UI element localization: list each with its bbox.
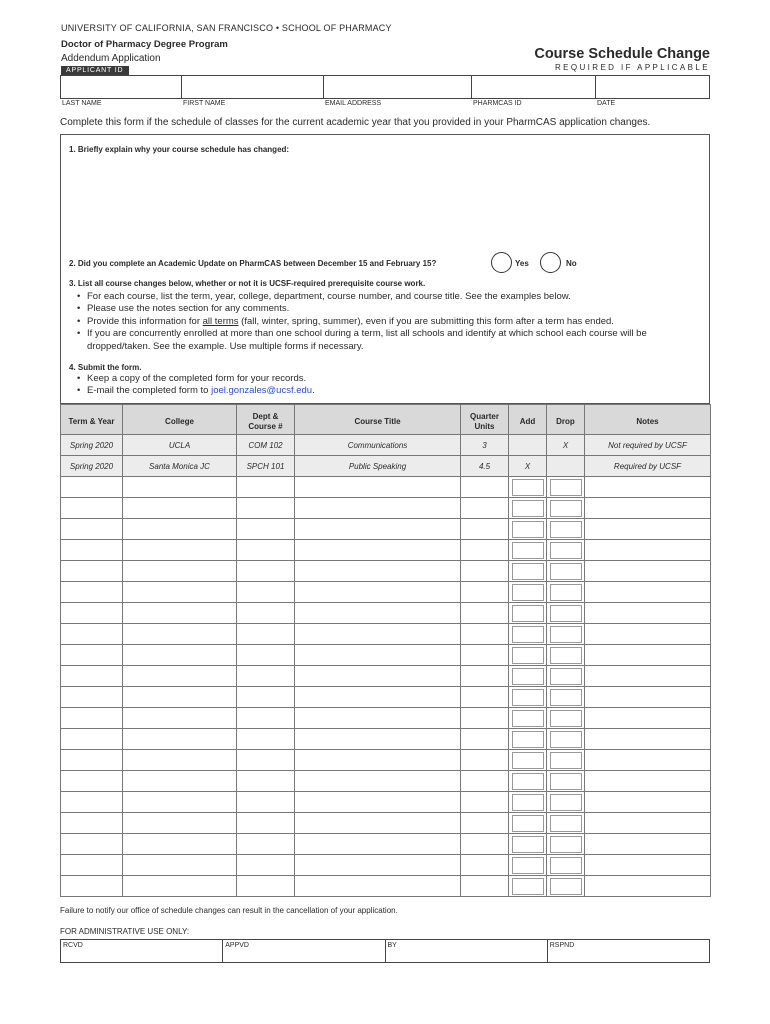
entry-drop[interactable]	[547, 666, 585, 687]
add-checkbox[interactable]	[512, 521, 544, 538]
drop-checkbox[interactable]	[550, 479, 582, 496]
drop-checkbox[interactable]	[550, 563, 582, 580]
entry-drop[interactable]	[547, 582, 585, 603]
entry-notes[interactable]	[585, 645, 711, 666]
explanation-area[interactable]	[66, 158, 704, 254]
entry-add[interactable]	[509, 729, 547, 750]
cell-notes: Required by UCSF	[585, 456, 711, 477]
entry-title[interactable]	[295, 540, 461, 561]
entry-course[interactable]	[237, 498, 295, 519]
entry-course[interactable]	[237, 687, 295, 708]
entry-drop[interactable]	[547, 834, 585, 855]
entry-notes[interactable]	[585, 603, 711, 624]
entry-drop[interactable]	[547, 477, 585, 498]
entry-units[interactable]	[461, 666, 509, 687]
entry-college[interactable]	[123, 750, 237, 771]
entry-notes[interactable]	[585, 834, 711, 855]
entry-row	[61, 477, 711, 498]
entry-notes[interactable]	[585, 477, 711, 498]
cell-title: Public Speaking	[295, 456, 461, 477]
entry-drop[interactable]	[547, 498, 585, 519]
bullet-item: • Keep a copy of the completed form for your records.	[77, 373, 702, 385]
entry-title[interactable]	[295, 582, 461, 603]
cell-units: 4.5	[461, 456, 509, 477]
entry-term[interactable]	[61, 498, 123, 519]
cell-title: Communications	[295, 435, 461, 456]
table-header-row	[61, 405, 711, 435]
entry-title[interactable]	[295, 771, 461, 792]
entry-units[interactable]	[461, 834, 509, 855]
drop-checkbox[interactable]	[550, 815, 582, 832]
entry-row	[61, 666, 711, 687]
entry-title[interactable]	[295, 876, 461, 897]
entry-term[interactable]	[61, 792, 123, 813]
bullet-item: • If you are concurrently enrolled at more than one school during a term, list all schools and identify at which school each course will be dropped/taken. See the example. Use multiple forms if necessary.	[77, 328, 702, 353]
entry-term[interactable]	[61, 645, 123, 666]
entry-drop[interactable]	[547, 729, 585, 750]
entry-notes[interactable]	[585, 540, 711, 561]
entry-drop[interactable]	[547, 687, 585, 708]
entry-drop[interactable]	[547, 624, 585, 645]
admin-rcvd-field[interactable]: RCVD	[61, 940, 223, 962]
entry-college[interactable]	[123, 477, 237, 498]
entry-term[interactable]	[61, 561, 123, 582]
entry-units[interactable]	[461, 477, 509, 498]
entry-notes[interactable]	[585, 708, 711, 729]
entry-row	[61, 540, 711, 561]
entry-term[interactable]	[61, 708, 123, 729]
entry-title[interactable]	[295, 561, 461, 582]
entry-course[interactable]	[237, 750, 295, 771]
entry-add[interactable]	[509, 876, 547, 897]
entry-notes[interactable]	[585, 687, 711, 708]
cell-term: Spring 2020	[61, 435, 123, 456]
admin-box	[60, 939, 710, 963]
add-checkbox[interactable]	[512, 689, 544, 706]
entry-college[interactable]	[123, 603, 237, 624]
drop-checkbox[interactable]	[550, 668, 582, 685]
add-checkbox[interactable]	[512, 605, 544, 622]
drop-checkbox[interactable]	[550, 584, 582, 601]
entry-term[interactable]	[61, 540, 123, 561]
first-name-label: FIRST NAME	[183, 100, 226, 107]
entry-term[interactable]	[61, 834, 123, 855]
no-radio[interactable]	[540, 252, 561, 273]
last-name-field[interactable]	[61, 76, 182, 98]
entry-drop[interactable]	[547, 792, 585, 813]
add-checkbox[interactable]	[512, 773, 544, 790]
entry-row	[61, 603, 711, 624]
yes-radio[interactable]	[491, 252, 512, 273]
date-field[interactable]	[596, 76, 709, 98]
entry-college[interactable]	[123, 540, 237, 561]
entry-college[interactable]	[123, 624, 237, 645]
entry-term[interactable]	[61, 750, 123, 771]
entry-course[interactable]	[237, 519, 295, 540]
entry-add[interactable]	[509, 624, 547, 645]
drop-checkbox[interactable]	[550, 689, 582, 706]
add-checkbox[interactable]	[512, 626, 544, 643]
add-checkbox[interactable]	[512, 542, 544, 559]
add-checkbox[interactable]	[512, 479, 544, 496]
entry-add[interactable]	[509, 834, 547, 855]
entry-add[interactable]	[509, 582, 547, 603]
entry-drop[interactable]	[547, 561, 585, 582]
drop-checkbox[interactable]	[550, 731, 582, 748]
entry-college[interactable]	[123, 855, 237, 876]
entry-units[interactable]	[461, 645, 509, 666]
course-table	[60, 404, 711, 897]
add-checkbox[interactable]	[512, 752, 544, 769]
entry-notes[interactable]	[585, 876, 711, 897]
entry-add[interactable]	[509, 561, 547, 582]
entry-drop[interactable]	[547, 750, 585, 771]
cell-units: 3	[461, 435, 509, 456]
drop-checkbox[interactable]	[550, 542, 582, 559]
add-checkbox[interactable]	[512, 710, 544, 727]
header-term: Term & Year	[61, 405, 123, 435]
entry-add[interactable]	[509, 666, 547, 687]
entry-course[interactable]	[237, 771, 295, 792]
entry-units[interactable]	[461, 603, 509, 624]
entry-row	[61, 561, 711, 582]
cell-college: Santa Monica JC	[123, 456, 237, 477]
entry-row	[61, 582, 711, 603]
entry-course[interactable]	[237, 603, 295, 624]
entry-drop[interactable]	[547, 855, 585, 876]
entry-units[interactable]	[461, 750, 509, 771]
entry-units[interactable]	[461, 729, 509, 750]
header-college: College	[123, 405, 237, 435]
instruction-text: Complete this form if the schedule of classes for the current academic year that you provided in your PharmCAS application changes.	[60, 117, 651, 128]
entry-notes[interactable]	[585, 792, 711, 813]
entry-add[interactable]	[509, 540, 547, 561]
entry-title[interactable]	[295, 729, 461, 750]
sample-row	[61, 456, 711, 477]
entry-row	[61, 708, 711, 729]
entry-notes[interactable]	[585, 729, 711, 750]
entry-college[interactable]	[123, 708, 237, 729]
entry-row	[61, 855, 711, 876]
yes-label: Yes	[515, 259, 529, 268]
entry-term[interactable]	[61, 876, 123, 897]
question-1: 1. Briefly explain why your course schedule has changed:	[69, 145, 290, 154]
drop-checkbox[interactable]	[550, 710, 582, 727]
entry-row	[61, 813, 711, 834]
add-checkbox[interactable]	[512, 878, 544, 895]
cell-add: X	[509, 456, 547, 477]
cell-drop	[547, 456, 585, 477]
entry-title[interactable]	[295, 750, 461, 771]
admin-label: FOR ADMINISTRATIVE USE ONLY:	[60, 927, 190, 936]
bullet-item: • Provide this information for all terms (fall, winter, spring, summer), even if you are submitting this form after a term has ended.	[77, 316, 702, 328]
question-4: 4. Submit the form.	[69, 363, 142, 372]
header-units: Quarter Units	[461, 405, 509, 435]
entry-term[interactable]	[61, 582, 123, 603]
entry-units[interactable]	[461, 582, 509, 603]
entry-notes[interactable]	[585, 666, 711, 687]
entry-add[interactable]	[509, 603, 547, 624]
entry-add[interactable]	[509, 477, 547, 498]
required-note: REQUIRED IF APPLICABLE	[554, 63, 710, 72]
entry-notes[interactable]	[585, 771, 711, 792]
entry-notes[interactable]	[585, 855, 711, 876]
drop-checkbox[interactable]	[550, 752, 582, 769]
entry-course[interactable]	[237, 666, 295, 687]
drop-checkbox[interactable]	[550, 605, 582, 622]
entry-notes[interactable]	[585, 519, 711, 540]
entry-term[interactable]	[61, 519, 123, 540]
add-checkbox[interactable]	[512, 731, 544, 748]
drop-checkbox[interactable]	[550, 857, 582, 874]
entry-title[interactable]	[295, 792, 461, 813]
entry-add[interactable]	[509, 792, 547, 813]
entry-title[interactable]	[295, 477, 461, 498]
drop-checkbox[interactable]	[550, 773, 582, 790]
entry-notes[interactable]	[585, 498, 711, 519]
entry-row	[61, 624, 711, 645]
entry-course[interactable]	[237, 561, 295, 582]
entry-units[interactable]	[461, 624, 509, 645]
question-3: 3. List all course changes below, whether or not it is UCSF-required prerequisite course work.	[69, 279, 426, 288]
email-label: EMAIL ADDRESS	[325, 100, 382, 107]
entry-title[interactable]	[295, 855, 461, 876]
entry-course[interactable]	[237, 855, 295, 876]
drop-checkbox[interactable]	[550, 878, 582, 895]
entry-course[interactable]	[237, 582, 295, 603]
entry-add[interactable]	[509, 645, 547, 666]
form-title: Course Schedule Change	[534, 46, 710, 62]
add-checkbox[interactable]	[512, 668, 544, 685]
entry-drop[interactable]	[547, 603, 585, 624]
cell-course: SPCH 101	[237, 456, 295, 477]
entry-title[interactable]	[295, 498, 461, 519]
entry-college[interactable]	[123, 876, 237, 897]
add-checkbox[interactable]	[512, 857, 544, 874]
no-label: No	[566, 259, 577, 268]
entry-course[interactable]	[237, 477, 295, 498]
drop-checkbox[interactable]	[550, 521, 582, 538]
entry-college[interactable]	[123, 792, 237, 813]
entry-course[interactable]	[237, 834, 295, 855]
entry-college[interactable]	[123, 561, 237, 582]
entry-units[interactable]	[461, 813, 509, 834]
entry-title[interactable]	[295, 519, 461, 540]
entry-row	[61, 876, 711, 897]
pharmcas-id-field[interactable]	[472, 76, 596, 98]
admin-appvd-field[interactable]: APPVD	[223, 940, 385, 962]
entry-units[interactable]	[461, 771, 509, 792]
entry-row	[61, 687, 711, 708]
cell-add	[509, 435, 547, 456]
entry-notes[interactable]	[585, 561, 711, 582]
entry-college[interactable]	[123, 834, 237, 855]
entry-row	[61, 645, 711, 666]
bullet-item: • For each course, list the term, year, college, department, course number, and course title. See the examples below.	[77, 291, 702, 303]
entry-term[interactable]	[61, 666, 123, 687]
entry-drop[interactable]	[547, 519, 585, 540]
email-link[interactable]: joel.gonzales@ucsf.edu	[211, 385, 313, 397]
header-title: Course Title	[295, 405, 461, 435]
add-checkbox[interactable]	[512, 794, 544, 811]
drop-checkbox[interactable]	[550, 500, 582, 517]
entry-units[interactable]	[461, 708, 509, 729]
entry-add[interactable]	[509, 498, 547, 519]
entry-course[interactable]	[237, 708, 295, 729]
entry-row	[61, 519, 711, 540]
cell-drop: X	[547, 435, 585, 456]
question-2: 2. Did you complete an Academic Update on PharmCAS between December 15 and February 15?	[69, 259, 437, 268]
entry-term[interactable]	[61, 603, 123, 624]
entry-notes[interactable]	[585, 813, 711, 834]
add-checkbox[interactable]	[512, 563, 544, 580]
entry-drop[interactable]	[547, 813, 585, 834]
applicant-id-label: APPLICANT ID	[61, 66, 129, 75]
program-name: Doctor of Pharmacy Degree Program	[61, 39, 228, 50]
entry-units[interactable]	[461, 855, 509, 876]
drop-checkbox[interactable]	[550, 647, 582, 664]
entry-course[interactable]	[237, 729, 295, 750]
entry-course[interactable]	[237, 792, 295, 813]
entry-course[interactable]	[237, 540, 295, 561]
entry-term[interactable]	[61, 729, 123, 750]
applicant-id-box	[60, 75, 710, 99]
bullet-item: • Please use the notes section for any comments.	[77, 303, 702, 315]
entry-notes[interactable]	[585, 582, 711, 603]
entry-units[interactable]	[461, 498, 509, 519]
entry-college[interactable]	[123, 771, 237, 792]
warning-text: Failure to notify our office of schedule changes can result in the cancellation of your application.	[60, 906, 398, 915]
entry-term[interactable]	[61, 771, 123, 792]
header-notes: Notes	[585, 405, 711, 435]
entry-row	[61, 750, 711, 771]
entry-row	[61, 771, 711, 792]
entry-row	[61, 498, 711, 519]
entry-add[interactable]	[509, 708, 547, 729]
cell-college: UCLA	[123, 435, 237, 456]
bullet-item: • E-mail the completed form to joel.gonzales@ucsf.edu.	[77, 385, 702, 397]
entry-add[interactable]	[509, 750, 547, 771]
entry-term[interactable]	[61, 624, 123, 645]
entry-units[interactable]	[461, 519, 509, 540]
entry-row	[61, 834, 711, 855]
entry-units[interactable]	[461, 876, 509, 897]
entry-term[interactable]	[61, 855, 123, 876]
id-field-labels	[62, 100, 712, 110]
entry-college[interactable]	[123, 582, 237, 603]
entry-row	[61, 729, 711, 750]
entry-term[interactable]	[61, 477, 123, 498]
university-name: UNIVERSITY OF CALIFORNIA, SAN FRANCISCO • SCHOOL OF PHARMACY	[61, 23, 392, 33]
entry-notes[interactable]	[585, 750, 711, 771]
entry-college[interactable]	[123, 498, 237, 519]
entry-title[interactable]	[295, 813, 461, 834]
entry-course[interactable]	[237, 813, 295, 834]
entry-course[interactable]	[237, 645, 295, 666]
entry-notes[interactable]	[585, 624, 711, 645]
entry-title[interactable]	[295, 834, 461, 855]
entry-title[interactable]	[295, 708, 461, 729]
drop-checkbox[interactable]	[550, 794, 582, 811]
entry-add[interactable]	[509, 813, 547, 834]
entry-college[interactable]	[123, 519, 237, 540]
add-checkbox[interactable]	[512, 836, 544, 853]
add-checkbox[interactable]	[512, 647, 544, 664]
add-checkbox[interactable]	[512, 500, 544, 517]
entry-course[interactable]	[237, 624, 295, 645]
email-field[interactable]	[324, 76, 472, 98]
entry-college[interactable]	[123, 645, 237, 666]
entry-title[interactable]	[295, 666, 461, 687]
entry-title[interactable]	[295, 603, 461, 624]
drop-checkbox[interactable]	[550, 626, 582, 643]
entry-college[interactable]	[123, 729, 237, 750]
add-checkbox[interactable]	[512, 584, 544, 601]
entry-units[interactable]	[461, 687, 509, 708]
cell-notes: Not required by UCSF	[585, 435, 711, 456]
entry-units[interactable]	[461, 540, 509, 561]
question-4-bullets	[77, 373, 702, 398]
header-drop: Drop	[547, 405, 585, 435]
date-label: DATE	[597, 100, 616, 107]
entry-term[interactable]	[61, 813, 123, 834]
question-3-bullets	[77, 291, 702, 353]
add-checkbox[interactable]	[512, 815, 544, 832]
entry-add[interactable]	[509, 519, 547, 540]
sample-row	[61, 435, 711, 456]
entry-title[interactable]	[295, 624, 461, 645]
entry-course[interactable]	[237, 876, 295, 897]
entry-title[interactable]	[295, 645, 461, 666]
pharmcas-id-label: PHARMCAS ID	[473, 100, 522, 107]
entry-drop[interactable]	[547, 876, 585, 897]
first-name-field[interactable]	[182, 76, 324, 98]
form-subtitle: Addendum Application	[61, 53, 161, 64]
entry-units[interactable]	[461, 561, 509, 582]
header-dept: Dept & Course #	[237, 405, 295, 435]
entry-term[interactable]	[61, 687, 123, 708]
header-add: Add	[509, 405, 547, 435]
entry-drop[interactable]	[547, 540, 585, 561]
entry-drop[interactable]	[547, 645, 585, 666]
cell-course: COM 102	[237, 435, 295, 456]
entry-college[interactable]	[123, 687, 237, 708]
last-name-label: LAST NAME	[62, 100, 102, 107]
entry-row	[61, 792, 711, 813]
entry-title[interactable]	[295, 687, 461, 708]
entry-add[interactable]	[509, 771, 547, 792]
admin-rspnd-field[interactable]: RSPND	[549, 942, 575, 949]
entry-drop[interactable]	[547, 708, 585, 729]
entry-college[interactable]	[123, 666, 237, 687]
entry-college[interactable]	[123, 813, 237, 834]
entry-drop[interactable]	[547, 771, 585, 792]
drop-checkbox[interactable]	[550, 836, 582, 853]
admin-by-field[interactable]: BY	[386, 940, 548, 962]
cell-term: Spring 2020	[61, 456, 123, 477]
entry-units[interactable]	[461, 792, 509, 813]
all-terms-emphasis: all terms	[202, 315, 239, 327]
entry-add[interactable]	[509, 855, 547, 876]
entry-add[interactable]	[509, 687, 547, 708]
